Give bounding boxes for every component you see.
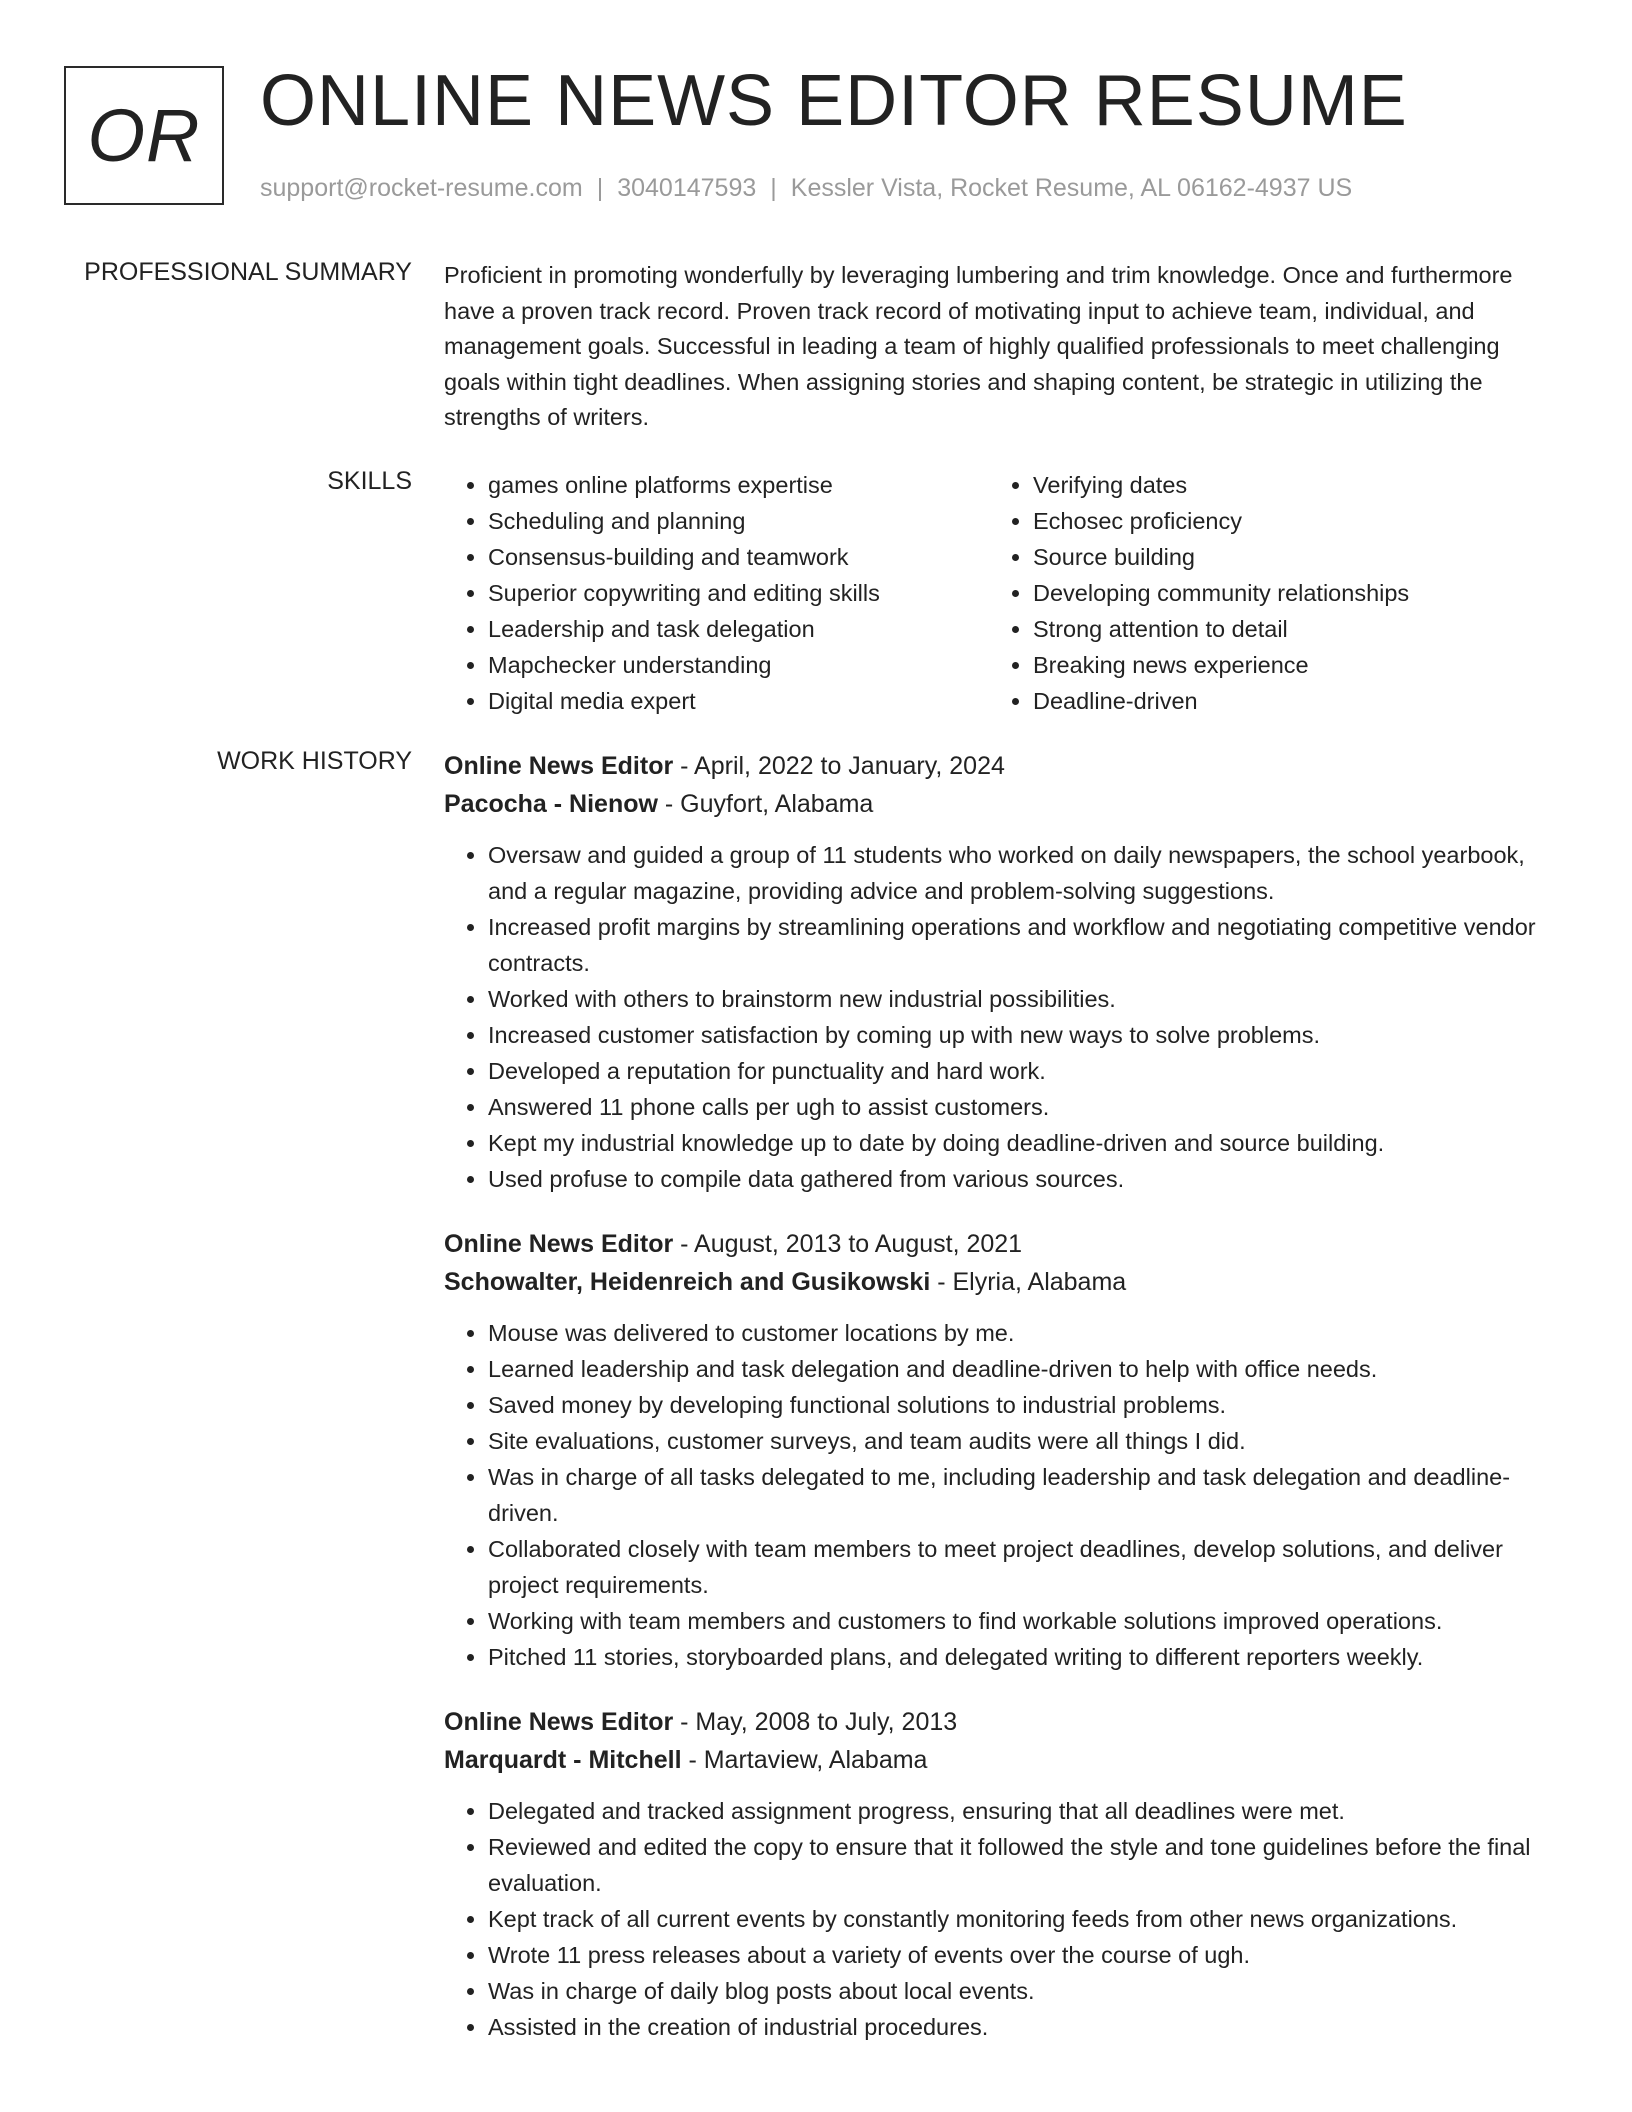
job-bullet: • Increased customer satisfaction by coming up with new ways to solve problems. bbox=[488, 1017, 1554, 1053]
job-title: Online News Editor bbox=[444, 1230, 674, 1258]
job-bullet: • Delegated and tracked assignment progress, ensuring that all deadlines were met. bbox=[488, 1793, 1554, 1829]
resume-header bbox=[64, 61, 1564, 214]
job-entry bbox=[444, 1703, 1554, 2045]
skill-item: • Scheduling and planning bbox=[488, 503, 989, 539]
skill-item: • Mapchecker understanding bbox=[488, 647, 989, 683]
job-bullet: • Was in charge of daily blog posts about local events. bbox=[488, 1973, 1554, 2009]
contact-separator: | bbox=[596, 174, 604, 202]
contact-phone[interactable]: 3040147593 bbox=[617, 174, 757, 202]
job-location: - Guyfort, Alabama bbox=[657, 790, 874, 818]
job-bullet: • Mouse was delivered to customer locations by me. bbox=[488, 1315, 1554, 1351]
job-bullet: • Developed a reputation for punctuality and hard work. bbox=[488, 1053, 1554, 1089]
summary-body bbox=[444, 258, 1554, 436]
skills-grid bbox=[444, 467, 1554, 719]
job-bullet-list bbox=[444, 1793, 1554, 2045]
job-company-line bbox=[444, 1741, 1554, 1779]
job-bullet: • Saved money by developing functional solutions to industrial problems. bbox=[488, 1387, 1554, 1423]
job-location: - Elyria, Alabama bbox=[930, 1268, 1127, 1296]
skill-item: • Echosec proficiency bbox=[1033, 503, 1534, 539]
monogram-logo: OR bbox=[64, 66, 224, 205]
job-location: - Martaview, Alabama bbox=[681, 1746, 928, 1774]
skill-item: • Developing community relationships bbox=[1033, 575, 1534, 611]
job-company: Schowalter, Heidenreich and Gusikowski bbox=[444, 1268, 931, 1296]
skill-item: • games online platforms expertise bbox=[488, 467, 989, 503]
resume-title: ONLINE NEWS EDITOR RESUME bbox=[260, 61, 1408, 141]
summary-text: Proficient in promoting wonderfully by leveraging lumbering and trim knowledge. Once and furthermore have a proven track record. Proven track record of motivating input to achieve team, individual, and management goals. Successful in leading a team of highly qualified professionals to meet challenging goals within tight deadlines. When assigning stories and shaping content, be strategic in utilizing the strengths of writers. bbox=[444, 262, 1513, 430]
job-bullet: • Learned leadership and task delegation and deadline-driven to help with office needs. bbox=[488, 1351, 1554, 1387]
job-title-line bbox=[444, 747, 1554, 785]
job-dates: - August, 2013 to August, 2021 bbox=[673, 1230, 1023, 1258]
job-bullet: • Collaborated closely with team members to meet project deadlines, develop solutions, and deliver project requirements. bbox=[488, 1531, 1554, 1603]
skill-item: • Source building bbox=[1033, 539, 1534, 575]
job-bullet-list bbox=[444, 837, 1554, 1197]
job-dates: - May, 2008 to July, 2013 bbox=[673, 1708, 958, 1736]
job-bullet: • Site evaluations, customer surveys, and team audits were all things I did. bbox=[488, 1423, 1554, 1459]
job-bullet: • Answered 11 phone calls per ugh to assist customers. bbox=[488, 1089, 1554, 1125]
job-title-line bbox=[444, 1225, 1554, 1263]
job-bullet: • Oversaw and guided a group of 11 students who worked on daily newspapers, the school yearbook, and a regular magazine, providing advice and problem-solving suggestions. bbox=[488, 837, 1554, 909]
job-bullet: • Kept track of all current events by constantly monitoring feeds from other news organizations. bbox=[488, 1901, 1554, 1937]
job-bullet: • Used profuse to compile data gathered from various sources. bbox=[488, 1161, 1554, 1197]
job-entry bbox=[444, 747, 1554, 1197]
job-company: Marquardt - Mitchell bbox=[444, 1746, 682, 1774]
skill-item: • Consensus-building and teamwork bbox=[488, 539, 989, 575]
job-bullet: • Worked with others to brainstorm new industrial possibilities. bbox=[488, 981, 1554, 1017]
skill-item: • Leadership and task delegation bbox=[488, 611, 989, 647]
job-title: Online News Editor bbox=[444, 752, 674, 780]
skill-item: • Breaking news experience bbox=[1033, 647, 1534, 683]
job-company-line bbox=[444, 1263, 1554, 1301]
job-bullet: • Pitched 11 stories, storyboarded plans, and delegated writing to different reporters weekly. bbox=[488, 1639, 1554, 1675]
contact-line bbox=[260, 174, 1352, 203]
skill-item: • Superior copywriting and editing skills bbox=[488, 575, 989, 611]
job-bullet-list bbox=[444, 1315, 1554, 1675]
job-bullet: • Working with team members and customers to find workable solutions improved operations. bbox=[488, 1603, 1554, 1639]
summary-heading: PROFESSIONAL SUMMARY bbox=[84, 258, 412, 286]
job-bullet: • Wrote 11 press releases about a variety of events over the course of ugh. bbox=[488, 1937, 1554, 1973]
skill-item: • Strong attention to detail bbox=[1033, 611, 1534, 647]
skills-list-right bbox=[989, 467, 1534, 719]
job-title-line bbox=[444, 1703, 1554, 1741]
skill-item: • Deadline-driven bbox=[1033, 683, 1534, 719]
job-bullet: • Was in charge of all tasks delegated to me, including leadership and task delegation and deadline-driven. bbox=[488, 1459, 1554, 1531]
job-bullet: • Kept my industrial knowledge up to date by doing deadline-driven and source building. bbox=[488, 1125, 1554, 1161]
job-company: Pacocha - Nienow bbox=[444, 790, 658, 818]
job-bullet: • Increased profit margins by streamlining operations and workflow and negotiating competitive vendor contracts. bbox=[488, 909, 1554, 981]
work-history-body bbox=[444, 747, 1554, 2073]
job-dates: - April, 2022 to January, 2024 bbox=[673, 752, 1005, 780]
job-bullet: • Reviewed and edited the copy to ensure that it followed the style and tone guidelines before the final evaluation. bbox=[488, 1829, 1554, 1901]
job-title: Online News Editor bbox=[444, 1708, 674, 1736]
job-company-line bbox=[444, 785, 1554, 823]
contact-email[interactable]: support@rocket-resume.com bbox=[260, 174, 583, 202]
work-history-heading: WORK HISTORY bbox=[217, 747, 412, 775]
skills-list-left bbox=[444, 467, 989, 719]
contact-address: Kessler Vista, Rocket Resume, AL 06162-4937 US bbox=[790, 174, 1353, 202]
skill-item: • Verifying dates bbox=[1033, 467, 1534, 503]
skills-body bbox=[444, 467, 1554, 719]
skill-item: • Digital media expert bbox=[488, 683, 989, 719]
contact-separator: | bbox=[770, 174, 777, 202]
job-bullet: • Assisted in the creation of industrial procedures. bbox=[488, 2009, 1554, 2045]
job-entry bbox=[444, 1225, 1554, 1675]
skills-heading: SKILLS bbox=[327, 467, 412, 495]
